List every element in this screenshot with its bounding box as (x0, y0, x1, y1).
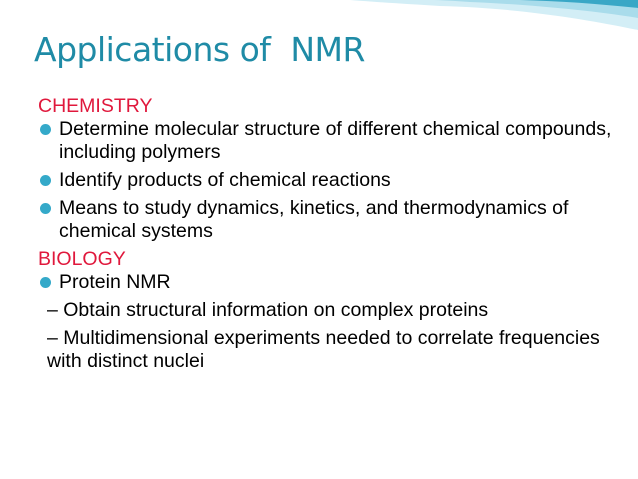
bullet-text: Means to study dynamics, kinetics, and thermodynamics of chemical systems (59, 197, 569, 242)
slide-title: Applications of NMR (34, 30, 365, 69)
bullet-dot-icon (39, 202, 52, 215)
slide-body (38, 95, 628, 378)
bullet-dot-icon (39, 123, 52, 136)
bullet-text: Identify products of chemical reactions (59, 169, 391, 191)
bullet-dot-icon (39, 174, 52, 187)
bullet-text: Protein NMR (59, 271, 171, 293)
section-heading-chemistry: CHEMISTRY (38, 95, 153, 117)
bullet-item (38, 271, 628, 294)
bullet-dot-icon (39, 276, 52, 289)
bullet-text: Determine molecular structure of different chemical compounds, including polymers (59, 118, 612, 163)
bullet-item (38, 118, 628, 164)
bullet-item (38, 197, 628, 243)
sub-item: – Multidimensional experiments needed to correlate frequencies with distinct nuclei (47, 327, 600, 372)
bullet-item (38, 169, 628, 192)
sub-item: – Obtain structural information on complex proteins (47, 299, 489, 321)
section-heading-biology: BIOLOGY (38, 248, 126, 270)
